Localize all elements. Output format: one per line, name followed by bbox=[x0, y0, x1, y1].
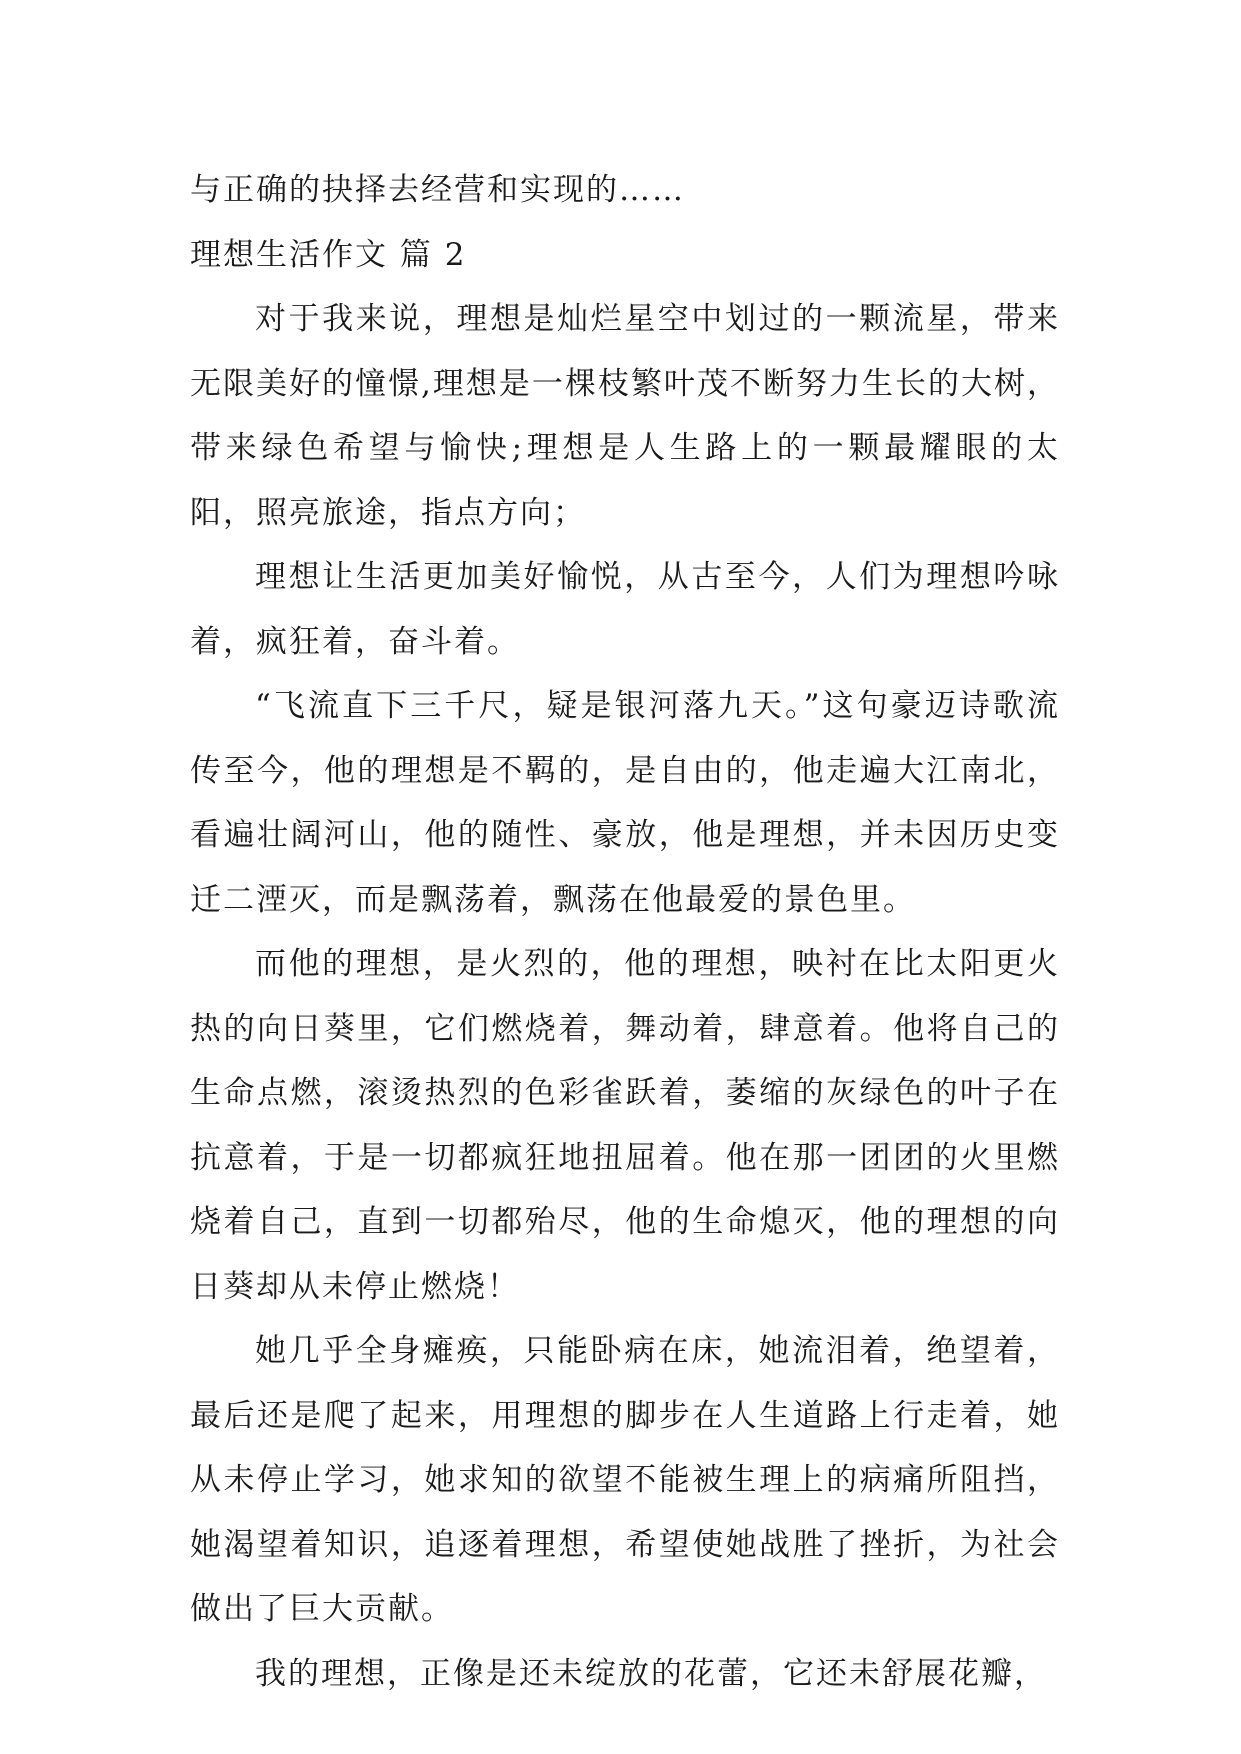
paragraph-2: 理想让生活更加美好愉悦，从古至今，人们为理想吟咏着，疯狂着，奋斗着。 bbox=[190, 559, 1060, 660]
paragraph-6: 我的理想，正像是还未绽放的花蕾，它还未舒展花瓣， bbox=[255, 1655, 1047, 1692]
paragraph-1: 对于我来说，理想是灿烂星空中划过的一颗流星，带来无限美好的憧憬,理想是一棵枝繁叶茂不断努力生长的大树，带来绿色希望与愉快;理想是人生路上的一颗最耀眼的太阳，照亮旅途，指点方向； bbox=[190, 301, 1060, 531]
paragraph-4: 而他的理想，是火烈的，他的理想，映衬在比太阳更火热的向日葵里，它们燃烧着，舞动着，肆意着。他将自己的生命点燃，滚烫热烈的色彩雀跃着，萎缩的灰绿色的叶子在抗意着，于是一切都疯狂地扭屈着。他在那一团团的火里燃烧着自己，直到一切都殆尽，他的生命熄灭，他的理想的向日葵却从未停止燃烧！ bbox=[190, 946, 1060, 1305]
continuation-line: 与正确的抉择去经营和实现的…… bbox=[190, 172, 685, 208]
document-body bbox=[190, 158, 1060, 1706]
paragraph-3: “飞流直下三千尺，疑是银河落九天。”这句豪迈诗歌流传至今，他的理想是不羁的，是自由的，他走遍大江南北，看遍壮阔河山，他的随性、豪放，他是理想，并未因历史变迁二湮灭，而是飘荡着，飘荡在他最爱的景色里。 bbox=[190, 688, 1060, 918]
paragraph-5: 她几乎全身瘫痪，只能卧病在床，她流泪着，绝望着，最后还是爬了起来，用理想的脚步在人生道路上行走着，她从未停止学习，她求知的欲望不能被生理上的病痛所阻挡，她渴望着知识，追逐着理想，希望使她战胜了挫折，为社会做出了巨大贡献。 bbox=[190, 1333, 1060, 1627]
section-title: 理想生活作文 篇 2 bbox=[190, 236, 467, 273]
